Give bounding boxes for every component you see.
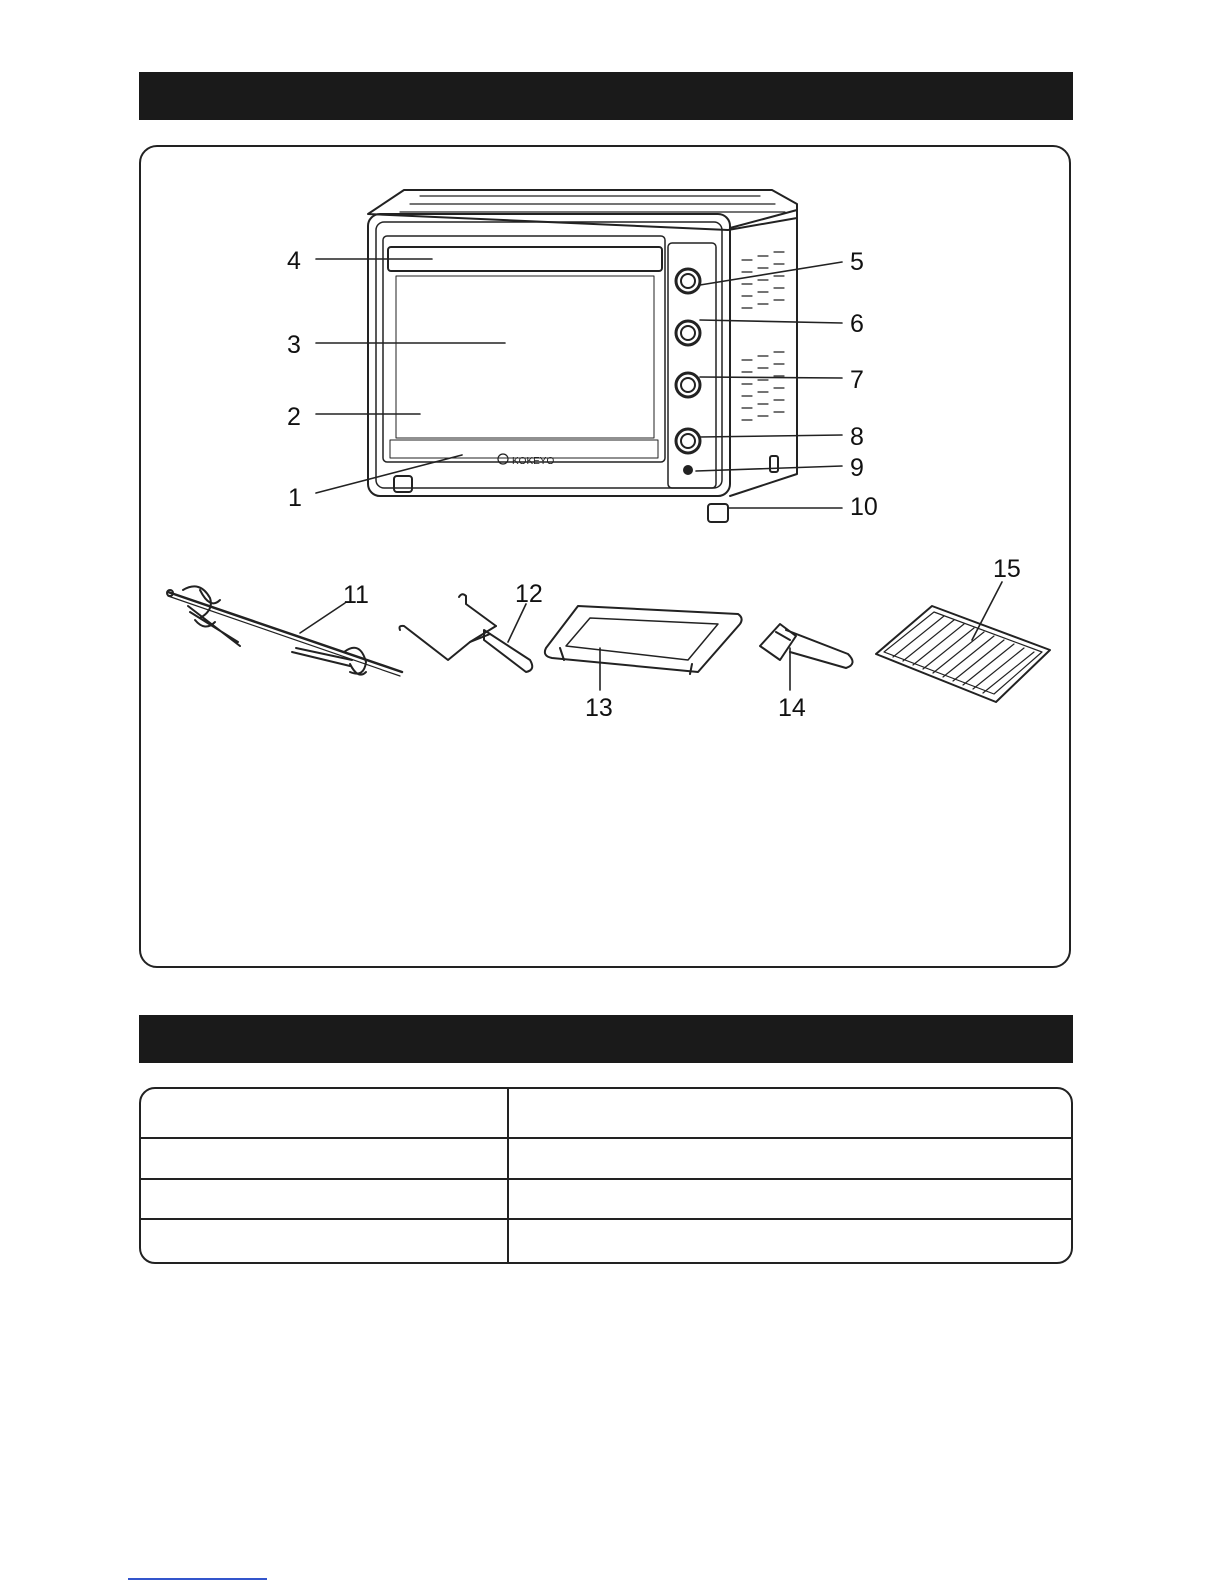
table-row — [141, 1178, 1071, 1220]
callout-3: 3 — [287, 331, 301, 359]
callout-13: 13 — [585, 694, 613, 722]
callout-10: 10 — [850, 493, 878, 521]
footer-link-underline — [128, 1578, 267, 1580]
callout-1: 1 — [288, 484, 302, 512]
callout-4: 4 — [287, 247, 301, 275]
callout-2: 2 — [287, 403, 301, 431]
oven-illustration — [368, 190, 797, 522]
leader-lines — [316, 259, 842, 508]
callout-15: 15 — [993, 555, 1021, 583]
baking-tray-illustration — [545, 606, 742, 674]
callout-9: 9 — [850, 454, 864, 482]
callout-8: 8 — [850, 423, 864, 451]
table-column-divider — [507, 1089, 509, 1262]
section-header-bar-bottom — [139, 1015, 1073, 1063]
callout-14: 14 — [778, 694, 806, 722]
wire-rack-illustration — [876, 606, 1050, 702]
tray-handle-illustration — [760, 624, 853, 668]
specification-table — [139, 1087, 1073, 1264]
callout-7: 7 — [850, 366, 864, 394]
oven-logo: KOKEYO — [512, 456, 555, 467]
callout-6: 6 — [850, 310, 864, 338]
table-row — [141, 1218, 1071, 1264]
callout-11: 11 — [343, 581, 369, 609]
table-row — [141, 1089, 1071, 1137]
table-row — [141, 1137, 1071, 1179]
callout-5: 5 — [850, 248, 864, 276]
callout-12: 12 — [515, 580, 543, 608]
